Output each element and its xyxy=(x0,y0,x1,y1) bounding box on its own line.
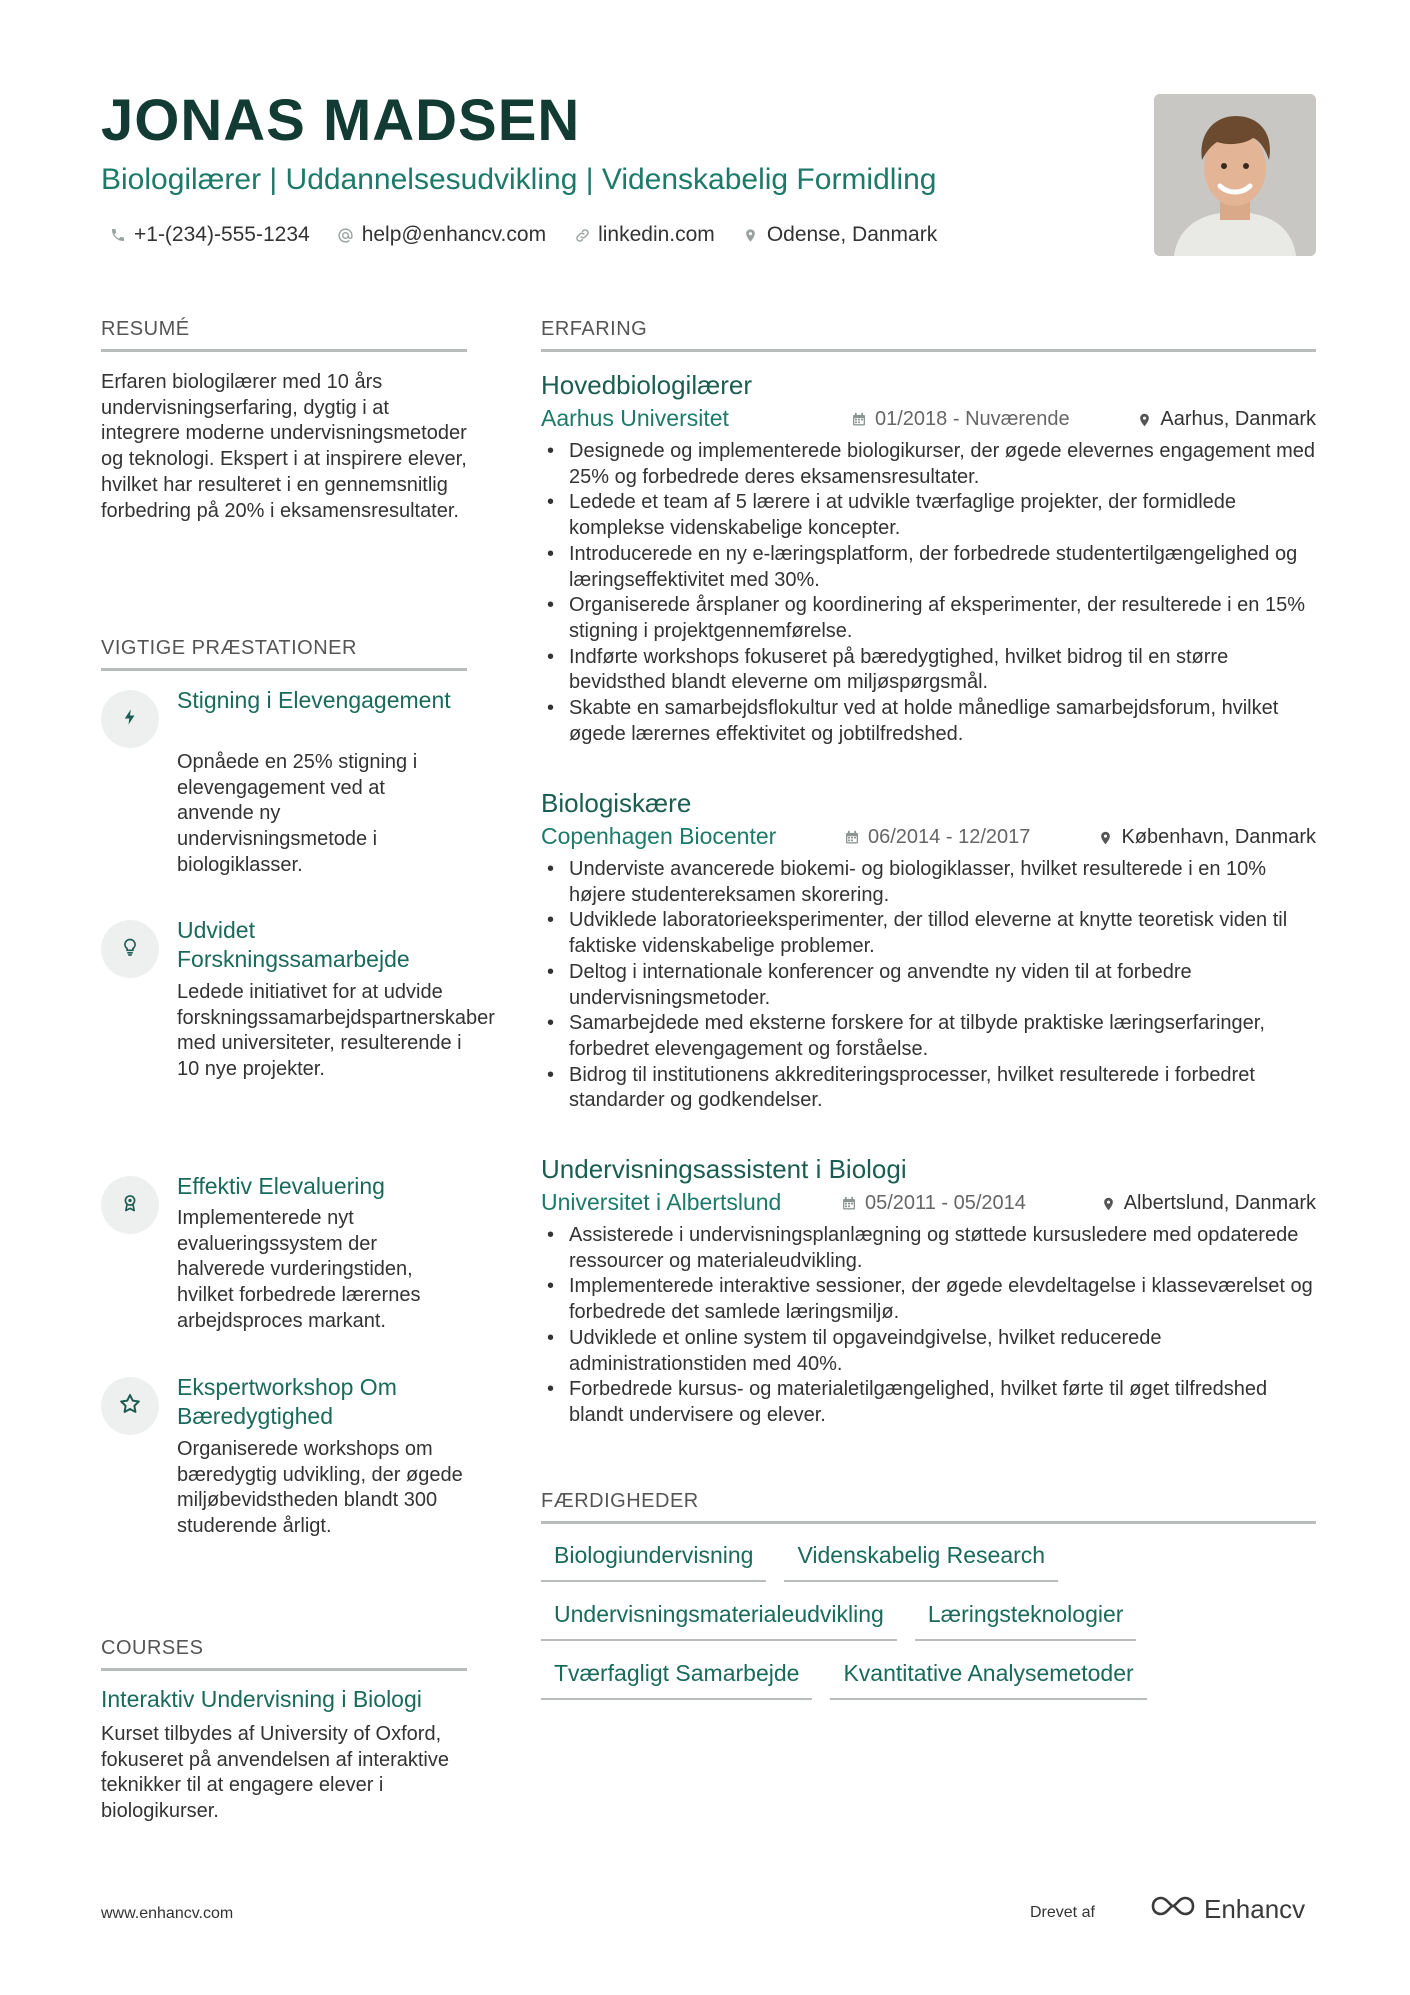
job-bullet: • Underviste avancerede biokemi- og biologiklasser, hvilket resulterede i en 10% højere studentereksamen skorering. xyxy=(541,857,1316,908)
job-dates xyxy=(844,826,1030,849)
job-entry xyxy=(541,369,1316,747)
contact-phone[interactable] xyxy=(108,223,310,247)
skills-row xyxy=(541,1658,1316,1700)
achievements-heading: VIGTIGE PRÆSTATIONER xyxy=(101,637,467,671)
skill-tag: Undervisningsmaterialeudvikling xyxy=(541,1599,897,1641)
achievement-desc: Ledede initiativet for at udvide forskningssamarbejdspartnerskaber med universiteter, resulterende i 10 nye projekter. xyxy=(177,981,495,1081)
achievement-badge xyxy=(101,1176,159,1234)
achievement-badge xyxy=(101,1377,159,1435)
enhancv-logo-icon xyxy=(1150,1893,1196,1926)
skill-tag: Læringsteknologier xyxy=(915,1599,1137,1641)
contact-linkedin[interactable] xyxy=(572,223,715,247)
achievement-title: Stigning i Elevengagement xyxy=(177,687,451,713)
job-location xyxy=(1137,408,1316,431)
footer-website[interactable]: www.enhancv.com xyxy=(101,1905,234,1922)
skill-tag: Kvantitative Analysemetoder xyxy=(830,1658,1146,1700)
skill-tag: Biologiundervisning xyxy=(541,1540,766,1582)
skills-row xyxy=(541,1599,1316,1641)
contact-location xyxy=(741,223,937,247)
job-role: Biologiskære xyxy=(541,788,692,818)
job-bullet: • Implementerede interaktive sessioner, der øgede elevdeltagelse i klasseværelset og forbedrede det samlede læringsmiljø. xyxy=(541,1274,1316,1325)
job-bullets xyxy=(541,857,1316,1114)
job-bullet: • Udviklede et online system til opgaveindgivelse, hvilket reducerede administrationstiden med 40%. xyxy=(541,1326,1316,1377)
job-bullet: • Assisterede i undervisningsplanlægning og støttede kursusledere med opdaterede ressourcer og materialeudvikling. xyxy=(541,1223,1316,1274)
job-meta xyxy=(541,405,1316,439)
job-dates-text: 06/2014 - 12/2017 xyxy=(868,826,1031,848)
contact-location-text: Odense, Danmark xyxy=(766,223,938,246)
job-bullets xyxy=(541,439,1316,747)
job-location xyxy=(1101,1192,1316,1215)
job-company: Copenhagen Biocenter xyxy=(541,823,777,849)
lightbulb-icon xyxy=(120,936,140,963)
job-dates xyxy=(851,408,1070,431)
profile-photo xyxy=(1154,94,1316,256)
contact-email-text: help@enhancv.com xyxy=(361,223,547,246)
summary-text: Erfaren biologilærer med 10 års undervisningserfaring, dygtig i at integrere moderne undervisningsmetoder og teknologi. Ekspert i at inspirere elever, hvilket har resulteret i en gennemsnitlig forbedring på 20% i eksamensresultater. xyxy=(101,371,467,522)
job-entry xyxy=(541,1153,1316,1429)
location-pin-icon xyxy=(1137,411,1152,429)
job-bullet: • Introducerede en ny e-læringsplatform, der forbedrede studentertilgængelighed og læringseffektivitet med 30%. xyxy=(541,542,1316,593)
job-bullet: • Udviklede laboratorieeksperimenter, der tillod eleverne at knytte teoretisk viden til faktiske videnskabelige problemer. xyxy=(541,908,1316,959)
footer-brand-text: Enhancv xyxy=(1204,1894,1306,1924)
skill-tag: Videnskabelig Research xyxy=(784,1540,1058,1582)
job-bullet: • Deltog i internationale konferencer og anvendte ny viden til at forbedre undervisningsmetoder. xyxy=(541,960,1316,1011)
job-location-text: København, Danmark xyxy=(1121,826,1316,848)
candidate-name: JONAS MADSEN xyxy=(101,88,581,153)
link-icon xyxy=(572,225,592,245)
course-desc: Kurset tilbydes af University of Oxford, fokuseret på anvendelsen af interaktive teknikker til at engagere elever i biologikurser. xyxy=(101,1723,449,1823)
skills-list xyxy=(541,1540,1316,1717)
footer-brand[interactable] xyxy=(1150,1893,1305,1926)
achievement-badge xyxy=(101,920,159,978)
job-meta xyxy=(541,1189,1316,1223)
achievement-desc: Organiserede workshops om bæredygtig udvikling, der øgede miljøbevidstheden blandt 300 studerende årligt. xyxy=(177,1438,463,1538)
summary-heading: RESUMÉ xyxy=(101,318,467,352)
job-location-text: Aarhus, Danmark xyxy=(1160,408,1316,430)
experience-heading: ERFARING xyxy=(541,318,1316,352)
star-icon xyxy=(118,1392,142,1421)
achievement-title: Ekspertworkshop Om Bæredygtighed xyxy=(177,1374,397,1429)
job-meta xyxy=(541,823,1316,857)
skills-row xyxy=(541,1540,1316,1582)
contact-bar xyxy=(108,220,963,250)
job-bullet: • Organiserede årsplaner og koordinering af eksperimenter, der resulterede i en 15% stigning i projektgennemførelse. xyxy=(541,593,1316,644)
location-pin-icon xyxy=(1101,1195,1116,1213)
skills-heading: FÆRDIGHEDER xyxy=(541,1490,1316,1524)
candidate-headline: Biologilærer | Uddannelsesudvikling | Videnskabelig Formidling xyxy=(101,163,937,196)
footer-powered-by: Drevet af xyxy=(1030,1904,1095,1921)
job-location-text: Albertslund, Danmark xyxy=(1123,1192,1316,1214)
lightning-icon xyxy=(121,706,139,733)
achievement-title: Effektiv Elevaluering xyxy=(177,1173,385,1199)
job-company: Universitet i Albertslund xyxy=(541,1189,782,1215)
at-icon xyxy=(336,225,356,245)
contact-linkedin-text: linkedin.com xyxy=(598,223,715,246)
job-dates-text: 01/2018 - Nuværende xyxy=(875,408,1070,430)
contact-phone-text: +1-(234)-555-1234 xyxy=(134,223,310,246)
location-pin-icon xyxy=(1098,829,1113,847)
job-bullet: • Indførte workshops fokuseret på bæredygtighed, hvilket bidrog til en større bevidsthed blandt eleverne om miljøspørgsmål. xyxy=(541,645,1316,696)
achievement-badge xyxy=(101,690,159,748)
job-role: Undervisningsassistent i Biologi xyxy=(541,1154,907,1184)
phone-icon xyxy=(108,225,128,245)
job-dates-text: 05/2011 - 05/2014 xyxy=(865,1192,1026,1214)
job-role: Hovedbiologilærer xyxy=(541,370,752,400)
achievement-title: Udvidet Forskningssamarbejde xyxy=(177,917,410,972)
job-bullets xyxy=(541,1223,1316,1429)
job-bullet: • Bidrog til institutionens akkrediteringsprocesser, hvilket resulterede i forbedret standarder og godkendelser. xyxy=(541,1063,1316,1114)
calendar-icon xyxy=(844,829,860,846)
course-title: Interaktiv Undervisning i Biologi xyxy=(101,1686,422,1712)
job-bullet: • Forbedrede kursus- og materialetilgængelighed, hvilket førte til øget tilfredshed blandt undervisere og elever. xyxy=(541,1377,1316,1428)
job-bullet: • Samarbejdede med eksterne forskere for at tilbyde praktiske læringserfaringer, forbedret elevengagement og forståelse. xyxy=(541,1011,1316,1062)
achievement-desc: Implementerede nyt evalueringssystem der halverede vurderingstiden, hvilket forbedrede lærernes arbejdsproces markant. xyxy=(177,1207,421,1332)
job-bullet: • Skabte en samarbejdsflokultur ved at holde månedlige samarbejdsforum, hvilket øgede lærernes effektivitet og jobtilfredshed. xyxy=(541,696,1316,747)
calendar-icon xyxy=(841,1195,857,1212)
job-company: Aarhus Universitet xyxy=(541,405,729,431)
job-location xyxy=(1098,826,1316,849)
courses-heading: COURSES xyxy=(101,1637,467,1671)
job-entry xyxy=(541,787,1316,1114)
contact-email[interactable] xyxy=(336,223,546,247)
skill-tag: Tværfagligt Samarbejde xyxy=(541,1658,812,1700)
job-bullet: • Designede og implementerede biologikurser, der øgede elevernes engagement med 25% og forbedrede deres eksamensresultater. xyxy=(541,439,1316,490)
calendar-icon xyxy=(851,411,867,428)
job-bullet: • Ledede et team af 5 lærere i at udvikle tværfaglige projekter, der formidlede komplekse videnskabelige koncepter. xyxy=(541,490,1316,541)
achievement-desc: Opnåede en 25% stigning i elevengagement ved at anvende ny undervisningsmetode i biologiklasser. xyxy=(177,751,418,876)
job-dates xyxy=(841,1192,1026,1215)
award-icon xyxy=(120,1192,140,1219)
location-pin-icon xyxy=(741,225,761,245)
